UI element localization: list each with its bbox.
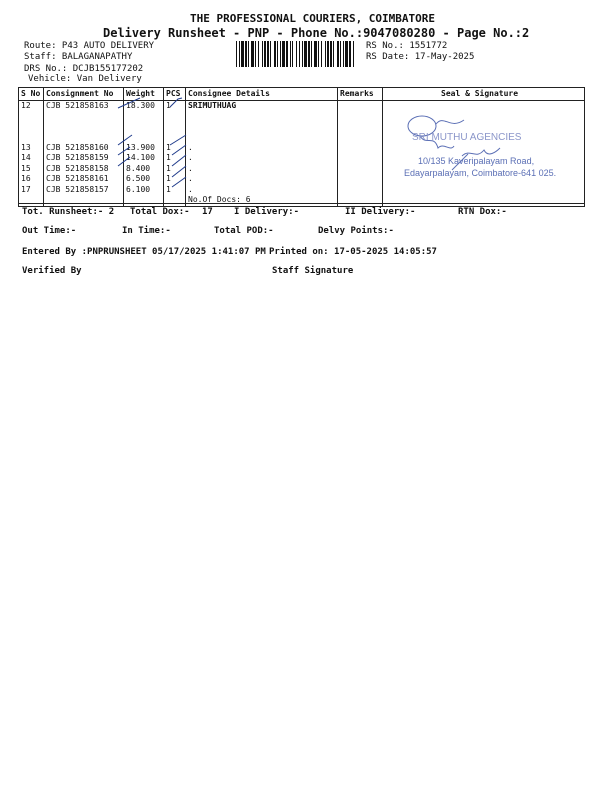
row-consignee: SRIMUTHUAG [188, 101, 237, 110]
delvy-points: Delvy Points:- [318, 226, 394, 236]
row-weight: 8.400 [126, 163, 151, 173]
row-pcs: 1 [166, 142, 171, 152]
row-consignment: CJB 521858161 [46, 174, 109, 183]
row-weight: 13.900 [126, 142, 155, 152]
row-pcs: 1 [166, 184, 171, 194]
verified-by: Verified By [22, 266, 82, 276]
stamp-line-1: SRI MUTHU AGENCIES [412, 132, 522, 143]
row-consignment: CJB 521858160 [46, 142, 109, 152]
col-header-consignee: Consignee Details [186, 88, 338, 101]
entered-by: Entered By :PNPRUNSHEET 05/17/2025 1:41:07 PM [22, 247, 266, 257]
seal-stamp-icon [392, 112, 582, 190]
col-header-remarks: Remarks [338, 88, 383, 101]
row-consignee: . [188, 184, 193, 194]
row-consignee: . [188, 153, 193, 162]
row-weight: 18.300 [126, 101, 155, 110]
runsheet-title: Delivery Runsheet - PNP - Phone No.:9047080280 - Page No.:2 [103, 26, 530, 40]
row-sno: 15 [21, 163, 31, 173]
row-weight: 6.500 [126, 174, 151, 183]
vehicle-label: Vehicle: Van Delivery [28, 74, 142, 84]
row-consignment: CJB 521858159 [46, 153, 109, 162]
row-pcs: 1 [166, 174, 171, 183]
i-delivery: I Delivery:- [234, 207, 300, 217]
row-pcs: 1 [166, 163, 171, 173]
row-pcs: 1 [166, 101, 171, 110]
row-pcs: 1 [166, 153, 171, 162]
barcode-icon [236, 41, 356, 67]
row-weight: 6.100 [126, 184, 151, 194]
row-consignment: CJB 521858158 [46, 163, 109, 173]
stamp-line-3: Edayarpalayam, Coimbatore-641 025. [404, 168, 557, 178]
row-sno: 17 [21, 184, 31, 194]
col-header-seal: Seal & Signature [383, 88, 585, 101]
col-header-pcs: PCS [164, 88, 186, 101]
row-weight: 14.100 [126, 153, 155, 162]
row-sno: 16 [21, 174, 31, 183]
col-header-consignment: Consignment No [44, 88, 124, 101]
no-of-docs: No.Of Docs: 6 [188, 195, 251, 204]
sno-cell [19, 101, 44, 207]
total-pod: Total POD:- [214, 226, 274, 236]
in-time: In Time:- [122, 226, 171, 236]
staff-signature: Staff Signature [272, 266, 354, 276]
out-time: Out Time:- [22, 226, 77, 236]
rs-date: RS Date: 17-May-2025 [366, 52, 475, 62]
printed-on: Printed on: 17-05-2025 14:05:57 [269, 247, 437, 257]
row-consignment: CJB 521858157 [46, 184, 109, 194]
row-consignee: . [188, 163, 193, 173]
tick-marks-icon [100, 95, 210, 195]
row-consignment: CJB 521858163 [46, 101, 109, 110]
col-header-sno: S No [19, 88, 44, 101]
remarks-cell [338, 101, 383, 207]
route-label: Route: P43 AUTO DELIVERY [24, 41, 155, 51]
stamp-line-2: 10/135 Kaveripalayam Road, [418, 156, 535, 166]
company-title: THE PROFESSIONAL COURIERS, COIMBATORE [190, 12, 436, 25]
drs-label: DRS No.: DCJB155177202 [24, 64, 144, 74]
staff-label: Staff: BALAGANAPATHY [24, 52, 133, 62]
row-consignee: . [188, 142, 193, 152]
ii-delivery: II Delivery:- [345, 207, 416, 217]
rtn-dox: RTN Dox:- [458, 207, 507, 217]
row-consignee: . [188, 174, 193, 183]
col-header-weight: Weight [124, 88, 164, 101]
row-sno: 13 [21, 142, 31, 152]
rs-number: RS No.: 1551772 [366, 41, 448, 51]
total-dox-label: Total Dox:- [130, 207, 190, 217]
row-sno: 12 [21, 101, 31, 110]
tot-runsheet: Tot. Runsheet:- 2 [22, 207, 115, 217]
row-sno: 14 [21, 153, 31, 162]
total-dox-value: 17 [202, 207, 213, 217]
